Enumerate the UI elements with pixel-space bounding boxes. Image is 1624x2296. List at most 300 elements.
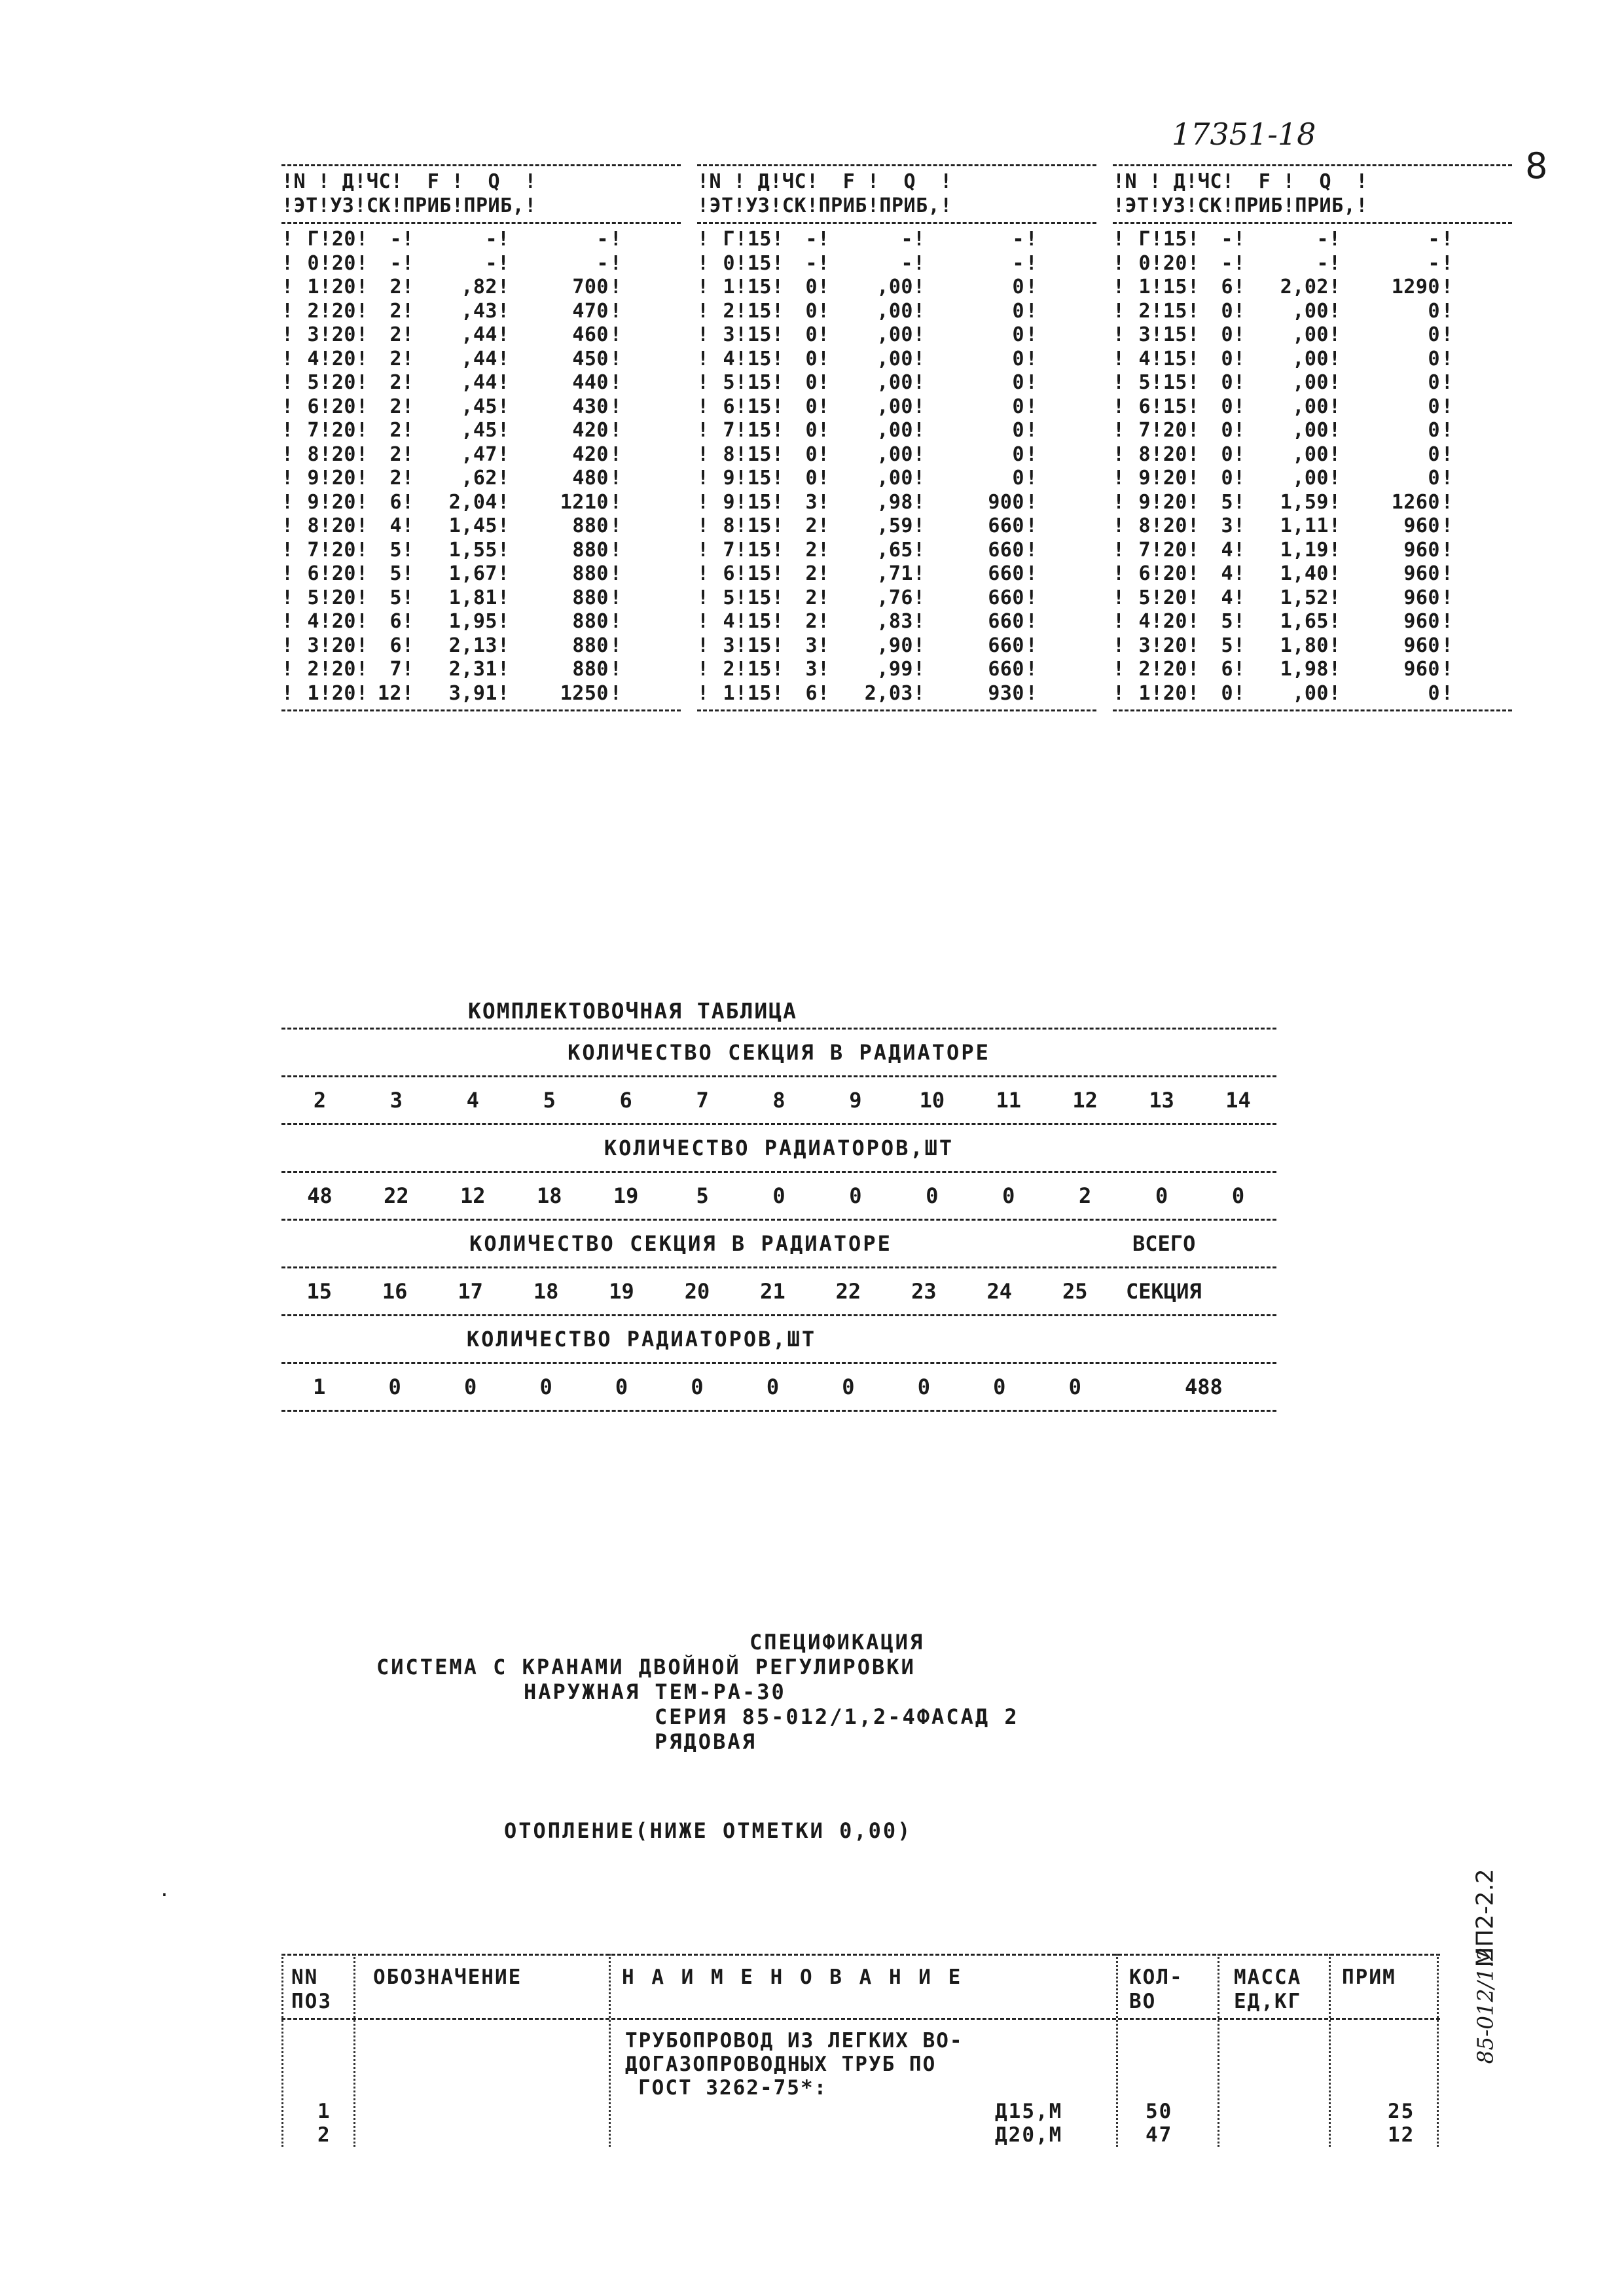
cell-border: ! xyxy=(818,323,830,346)
cell-border: ! xyxy=(1151,467,1163,490)
cell-border: ! xyxy=(609,251,623,275)
floor-cell: 9 xyxy=(723,467,735,490)
sections-cell: 3 xyxy=(805,658,818,681)
radiators-header-1 xyxy=(281,1125,1276,1171)
cell-border: ! xyxy=(818,395,830,418)
table-row xyxy=(1113,467,1512,491)
cell-border: ! xyxy=(609,490,623,514)
cell-border: ! xyxy=(1441,658,1454,681)
heat-cell: 880 xyxy=(572,610,609,633)
cell-border: ! xyxy=(1151,586,1163,609)
header-line-2: !ЭТ!УЗ!СК!ПРИБ!ПРИБ,! xyxy=(697,194,952,217)
diameter-cell: 15 xyxy=(747,658,772,681)
table-row xyxy=(697,539,1096,563)
diameter-cell: 15 xyxy=(747,395,772,418)
cell-border: ! xyxy=(497,586,510,609)
cell-border: ! xyxy=(818,347,830,370)
cell-border: ! xyxy=(697,299,710,323)
cell-border: ! xyxy=(697,442,710,466)
cell-border: ! xyxy=(281,658,294,681)
table-row xyxy=(281,514,681,539)
sections-cell: 5 xyxy=(1221,490,1233,514)
cell-border: ! xyxy=(281,323,294,346)
sections-cell: 0 xyxy=(1221,347,1233,370)
heat-cell: 0 xyxy=(1012,371,1024,394)
cell-border: ! xyxy=(281,395,294,418)
cell-border: ! xyxy=(1441,634,1454,657)
area-cell: ,59 xyxy=(876,514,913,537)
heat-cell: 880 xyxy=(572,586,609,609)
floor-cell: 2 xyxy=(723,299,735,323)
rule xyxy=(1113,164,1512,166)
komplekt-cell: 5 xyxy=(543,1088,556,1113)
floor-cell: 3 xyxy=(723,323,735,346)
heat-cell: 0 xyxy=(1428,299,1440,323)
table-row xyxy=(281,348,681,372)
diameter-cell: 15 xyxy=(747,419,772,442)
table-row xyxy=(1113,443,1512,467)
cell-border: ! xyxy=(818,586,830,609)
komplekt-cell: 23 xyxy=(911,1279,937,1304)
cell-border: ! xyxy=(609,228,623,251)
sections-cell: - xyxy=(1221,251,1233,275)
diameter-cell: 15 xyxy=(747,634,772,657)
cell-border: ! xyxy=(1151,371,1163,394)
table-row xyxy=(697,252,1096,276)
diameter-cell: 20 xyxy=(331,634,356,657)
cell-border: ! xyxy=(772,610,784,633)
cell-border: ! xyxy=(356,442,369,466)
cell-border: ! xyxy=(913,681,926,705)
table-row xyxy=(1113,323,1512,348)
cell-border: ! xyxy=(913,419,926,442)
heat-cell: 0 xyxy=(1012,276,1024,298)
table-row xyxy=(281,586,681,611)
item-qty: 47 xyxy=(1146,2123,1173,2147)
cell-border: ! xyxy=(818,251,830,275)
cell-border: ! xyxy=(1187,562,1200,585)
heat-cell: 660 xyxy=(988,538,1024,562)
item-note: 25 xyxy=(1388,2100,1415,2123)
table-row xyxy=(1113,252,1512,276)
heat-cell: 0 xyxy=(1428,371,1440,394)
cell-border: ! xyxy=(1187,299,1200,323)
komplekt-cell: 6 xyxy=(619,1088,632,1113)
header-line-2: !ЭТ!УЗ!СК!ПРИБ!ПРИБ,! xyxy=(1113,194,1368,217)
table-row xyxy=(697,323,1096,348)
table-row xyxy=(281,276,681,300)
floor-cell: 6 xyxy=(307,395,319,418)
cell-border: ! xyxy=(1441,228,1454,251)
komplekt-cell: 19 xyxy=(609,1279,634,1304)
komplekt-cell: 0 xyxy=(766,1374,780,1399)
cell-border: ! xyxy=(609,681,623,705)
sections-cell: 0 xyxy=(805,299,818,323)
page-number: 8 xyxy=(1525,145,1548,187)
diameter-cell: 20 xyxy=(331,323,356,346)
cell-border: ! xyxy=(1233,681,1246,705)
cell-border: ! xyxy=(1151,514,1163,537)
heat-cell: 0 xyxy=(1012,467,1024,490)
cell-border: ! xyxy=(356,634,369,657)
table-row xyxy=(1113,634,1512,658)
floor-cell: 1 xyxy=(723,681,735,705)
sections-cell: 0 xyxy=(805,442,818,466)
komplekt-cell: 0 xyxy=(1068,1374,1081,1399)
cell-border: ! xyxy=(735,228,748,251)
cell-border: ! xyxy=(281,347,294,370)
cell-border: ! xyxy=(1187,610,1200,633)
cell-border: ! xyxy=(1113,347,1125,370)
cell-border: ! xyxy=(609,538,623,562)
header-line-1: !N ! Д!ЧС! F ! Q ! xyxy=(1113,170,1368,193)
cell-border: ! xyxy=(1233,514,1246,537)
diameter-cell: 15 xyxy=(747,610,772,633)
cell-border: ! xyxy=(1441,538,1454,562)
heat-cell: 1210 xyxy=(560,490,609,514)
cell-border: ! xyxy=(281,610,294,633)
table-row xyxy=(281,610,681,634)
cell-border: ! xyxy=(772,347,784,370)
area-cell: 1,67 xyxy=(448,562,497,585)
diameter-cell: 20 xyxy=(331,610,356,633)
cell-border: ! xyxy=(1441,490,1454,514)
cell-border: ! xyxy=(772,514,784,537)
komplekt-cell: 0 xyxy=(849,1183,862,1208)
diameter-cell: 15 xyxy=(747,490,772,514)
table-row xyxy=(281,682,681,706)
item-qty: 50 xyxy=(1146,2100,1173,2123)
sections-cell: 5 xyxy=(389,586,402,609)
table-header xyxy=(281,170,681,218)
heat-cell: 960 xyxy=(1403,610,1440,633)
sections-header-2-text: КОЛИЧЕСТВО СЕКЦИЯ В РАДИАТОРЕ xyxy=(469,1231,892,1256)
cell-border: ! xyxy=(818,634,830,657)
area-cell: 1,52 xyxy=(1280,586,1329,609)
cell-border: ! xyxy=(319,467,332,490)
komplekt-cell: 24 xyxy=(986,1279,1013,1304)
table-row xyxy=(1113,371,1512,395)
table-row xyxy=(281,467,681,491)
rule xyxy=(697,164,1096,166)
cell-border: ! xyxy=(356,467,369,490)
table-row xyxy=(1113,395,1512,420)
cell-border: ! xyxy=(913,514,926,537)
floor-cell: 6 xyxy=(723,562,735,585)
cell-border: ! xyxy=(735,299,748,323)
komplekt-cell: 0 xyxy=(539,1374,552,1399)
table-row xyxy=(281,300,681,324)
cell-border: ! xyxy=(281,251,294,275)
cell-border: ! xyxy=(1187,395,1200,418)
heat-cell: 0 xyxy=(1428,442,1440,466)
floor-cell: 9 xyxy=(307,490,319,514)
table-rows xyxy=(281,228,681,706)
table-row xyxy=(697,395,1096,420)
floor-cell: 5 xyxy=(1138,586,1151,609)
diameter-cell: 20 xyxy=(1163,419,1187,442)
cell-border: ! xyxy=(913,228,926,251)
sections-cell: - xyxy=(805,228,818,251)
floor-cell: 9 xyxy=(723,490,735,514)
cell-border: ! xyxy=(356,419,369,442)
cell-border: ! xyxy=(1025,347,1038,370)
komplekt-cell: 3 xyxy=(389,1088,403,1113)
cell-border: ! xyxy=(497,419,510,442)
total-value: 488 xyxy=(1185,1374,1223,1399)
cell-border: ! xyxy=(1025,562,1038,585)
cell-border: ! xyxy=(1329,395,1341,418)
floor-cell: 3 xyxy=(307,634,319,657)
table-row xyxy=(1113,348,1512,372)
area-cell: ,00 xyxy=(1292,323,1329,346)
cell-border: ! xyxy=(1187,634,1200,657)
table-row xyxy=(697,228,1096,252)
cell-border: ! xyxy=(697,371,710,394)
floor-cell: 4 xyxy=(307,610,319,633)
header-line-2: !ЭТ!УЗ!СК!ПРИБ!ПРИБ,! xyxy=(281,194,537,217)
komplekt-cell: 15 xyxy=(306,1279,332,1304)
rule xyxy=(697,709,1096,711)
cell-border: ! xyxy=(1113,228,1125,251)
side-stamp-code: МП2-2.2 xyxy=(1471,1869,1499,1967)
cell-border: ! xyxy=(281,514,294,537)
sections-header-2 xyxy=(281,1221,1276,1266)
diameter-cell: 20 xyxy=(331,371,356,394)
floor-cell: Г xyxy=(307,228,319,251)
cell-border: ! xyxy=(1025,610,1038,633)
cell-border: ! xyxy=(1025,490,1038,514)
cell-border: ! xyxy=(319,490,332,514)
table-row xyxy=(697,658,1096,682)
heat-cell: 660 xyxy=(988,586,1024,609)
cell-border: ! xyxy=(281,681,294,705)
komplekt-cell: 12 xyxy=(460,1183,486,1208)
table-rows xyxy=(1113,228,1512,706)
cell-border: ! xyxy=(497,514,510,537)
cell-border: ! xyxy=(1233,419,1246,442)
cell-border: ! xyxy=(772,323,784,346)
cell-border: ! xyxy=(772,299,784,323)
cell-border: ! xyxy=(1025,586,1038,609)
cell-border: ! xyxy=(497,323,510,346)
area-cell: ,00 xyxy=(876,395,913,418)
area-cell: ,00 xyxy=(876,467,913,490)
floor-cell: Г xyxy=(1138,228,1151,251)
heat-cell: 660 xyxy=(988,634,1024,657)
cell-border: ! xyxy=(497,610,510,633)
cell-border: ! xyxy=(913,251,926,275)
area-cell: ,00 xyxy=(1292,395,1329,418)
cell-border: ! xyxy=(1113,251,1125,275)
sections-cell: 0 xyxy=(1221,419,1233,442)
area-cell: ,45 xyxy=(461,395,497,418)
cell-border: ! xyxy=(1233,610,1246,633)
cell-border: ! xyxy=(1233,467,1246,490)
diameter-cell: 20 xyxy=(1163,681,1187,705)
cell-border: ! xyxy=(1233,586,1246,609)
floor-cell: 7 xyxy=(307,419,319,442)
heat-cell: 960 xyxy=(1403,658,1440,681)
table-header xyxy=(1113,170,1512,218)
cell-border: ! xyxy=(913,538,926,562)
floor-cell: 0 xyxy=(307,251,319,275)
cell-border: ! xyxy=(735,538,748,562)
diameter-cell: 20 xyxy=(1163,658,1187,681)
column-separator xyxy=(609,1954,612,2147)
cell-border: ! xyxy=(1113,323,1125,346)
cell-border: ! xyxy=(818,419,830,442)
header-line-1: !N ! Д!ЧС! F ! Q ! xyxy=(281,170,537,193)
cell-border: ! xyxy=(772,658,784,681)
floor-cell: 6 xyxy=(1138,562,1151,585)
floor-cell: 2 xyxy=(307,299,319,323)
table-row xyxy=(1113,419,1512,443)
cell-border: ! xyxy=(402,467,414,490)
cell-border: ! xyxy=(319,514,332,537)
cell-border: ! xyxy=(1233,490,1246,514)
cell-border: ! xyxy=(1025,467,1038,490)
cell-border: ! xyxy=(1441,562,1454,585)
cell-border: ! xyxy=(913,610,926,633)
table-row xyxy=(1113,491,1512,515)
komplekt-cell: 21 xyxy=(760,1279,785,1304)
cell-border: ! xyxy=(818,610,830,633)
cell-border: ! xyxy=(1329,538,1341,562)
diameter-cell: 20 xyxy=(1163,634,1187,657)
header-pos-2: ПОЗ xyxy=(291,1990,332,2013)
table-header xyxy=(697,170,1096,218)
floor-cell: 5 xyxy=(1138,371,1151,394)
cell-border: ! xyxy=(1187,251,1200,275)
cell-border: ! xyxy=(356,276,369,298)
sections-cell: 3 xyxy=(805,634,818,657)
cell-border: ! xyxy=(1151,681,1163,705)
table-row xyxy=(697,682,1096,706)
area-cell: 2,03 xyxy=(864,681,913,705)
cell-border: ! xyxy=(1113,467,1125,490)
diameter-cell: 20 xyxy=(1163,467,1187,490)
radiators-header-1-text: КОЛИЧЕСТВО РАДИАТОРОВ,ШТ xyxy=(604,1136,954,1160)
cell-border: ! xyxy=(1025,395,1038,418)
column-separator xyxy=(1116,1954,1119,2147)
cell-border: ! xyxy=(735,610,748,633)
table-rows xyxy=(697,228,1096,706)
komplekt-cell: 8 xyxy=(772,1088,785,1113)
cell-border: ! xyxy=(1151,634,1163,657)
cell-border: ! xyxy=(402,658,414,681)
diameter-cell: 20 xyxy=(331,251,356,275)
heat-cell: - xyxy=(1428,251,1440,275)
cell-border: ! xyxy=(772,634,784,657)
cell-border: ! xyxy=(356,490,369,514)
cell-border: ! xyxy=(402,299,414,323)
sections-cell: 0 xyxy=(805,323,818,346)
cell-border: ! xyxy=(772,228,784,251)
cell-border: ! xyxy=(697,276,710,298)
header-qty-1: КОЛ- xyxy=(1129,1965,1183,1989)
sections-cell: 2 xyxy=(805,586,818,609)
cell-border: ! xyxy=(402,323,414,346)
sections-cell: - xyxy=(389,228,402,251)
spec-line-3: СЕРИЯ 85-012/1,2-4ФАСАД 2 xyxy=(655,1704,1019,1729)
floor-cell: 7 xyxy=(723,538,735,562)
cell-border: ! xyxy=(356,299,369,323)
floor-cell: 9 xyxy=(307,467,319,490)
cell-border: ! xyxy=(1025,634,1038,657)
cell-border: ! xyxy=(913,442,926,466)
station-table-1 xyxy=(281,160,681,715)
heat-cell: 960 xyxy=(1403,562,1440,585)
heat-cell: 880 xyxy=(572,538,609,562)
floor-cell: 1 xyxy=(1138,276,1151,298)
spec-table xyxy=(281,1954,1440,2147)
table-row xyxy=(281,2100,1440,2123)
komplekt-cell: 5 xyxy=(696,1183,709,1208)
area-cell: ,62 xyxy=(461,467,497,490)
table-row xyxy=(697,300,1096,324)
heat-cell: - xyxy=(1428,228,1440,251)
cell-border: ! xyxy=(913,586,926,609)
table-row xyxy=(697,276,1096,300)
heat-cell: - xyxy=(1012,228,1024,251)
heat-cell: 480 xyxy=(572,467,609,490)
table-row xyxy=(281,2123,1440,2147)
rule xyxy=(281,222,681,224)
heat-cell: 430 xyxy=(572,395,609,418)
cell-border: ! xyxy=(1233,395,1246,418)
diameter-cell: 15 xyxy=(747,347,772,370)
sections-cells-1 xyxy=(281,1077,1276,1123)
header-note: ПРИМ xyxy=(1342,1965,1396,1989)
komplekt-cell: 13 xyxy=(1149,1088,1174,1113)
rule xyxy=(1113,709,1512,711)
area-cell: ,00 xyxy=(876,299,913,323)
area-cell: ,00 xyxy=(876,347,913,370)
cell-border: ! xyxy=(1233,371,1246,394)
cell-border: ! xyxy=(497,681,510,705)
floor-cell: 9 xyxy=(1138,490,1151,514)
area-cell: ,00 xyxy=(1292,681,1329,705)
diameter-cell: 15 xyxy=(747,371,772,394)
cell-border: ! xyxy=(356,586,369,609)
cell-border: ! xyxy=(319,562,332,585)
cell-border: ! xyxy=(1025,323,1038,346)
heat-cell: 1290 xyxy=(1391,276,1440,298)
margin-dot: . xyxy=(158,1878,171,1901)
sections-cell: 6 xyxy=(389,634,402,657)
cell-border: ! xyxy=(1233,347,1246,370)
diameter-cell: 20 xyxy=(331,514,356,537)
sections-cell: 3 xyxy=(805,490,818,514)
cell-border: ! xyxy=(402,442,414,466)
desc-row-3 xyxy=(281,2076,1440,2100)
sections-cell: 3 xyxy=(1221,514,1233,537)
komplekt-cell: 9 xyxy=(849,1088,862,1113)
floor-cell: 7 xyxy=(723,419,735,442)
floor-cell: 7 xyxy=(1138,419,1151,442)
sections-cell: 2 xyxy=(389,371,402,394)
cell-border: ! xyxy=(497,276,510,298)
diameter-cell: 20 xyxy=(1163,442,1187,466)
cell-border: ! xyxy=(356,371,369,394)
sections-cell: 4 xyxy=(1221,538,1233,562)
cell-border: ! xyxy=(1329,228,1341,251)
diameter-cell: 20 xyxy=(331,586,356,609)
diameter-cell: 20 xyxy=(331,276,356,298)
cell-border: ! xyxy=(319,347,332,370)
sections-header-1 xyxy=(281,1030,1276,1075)
